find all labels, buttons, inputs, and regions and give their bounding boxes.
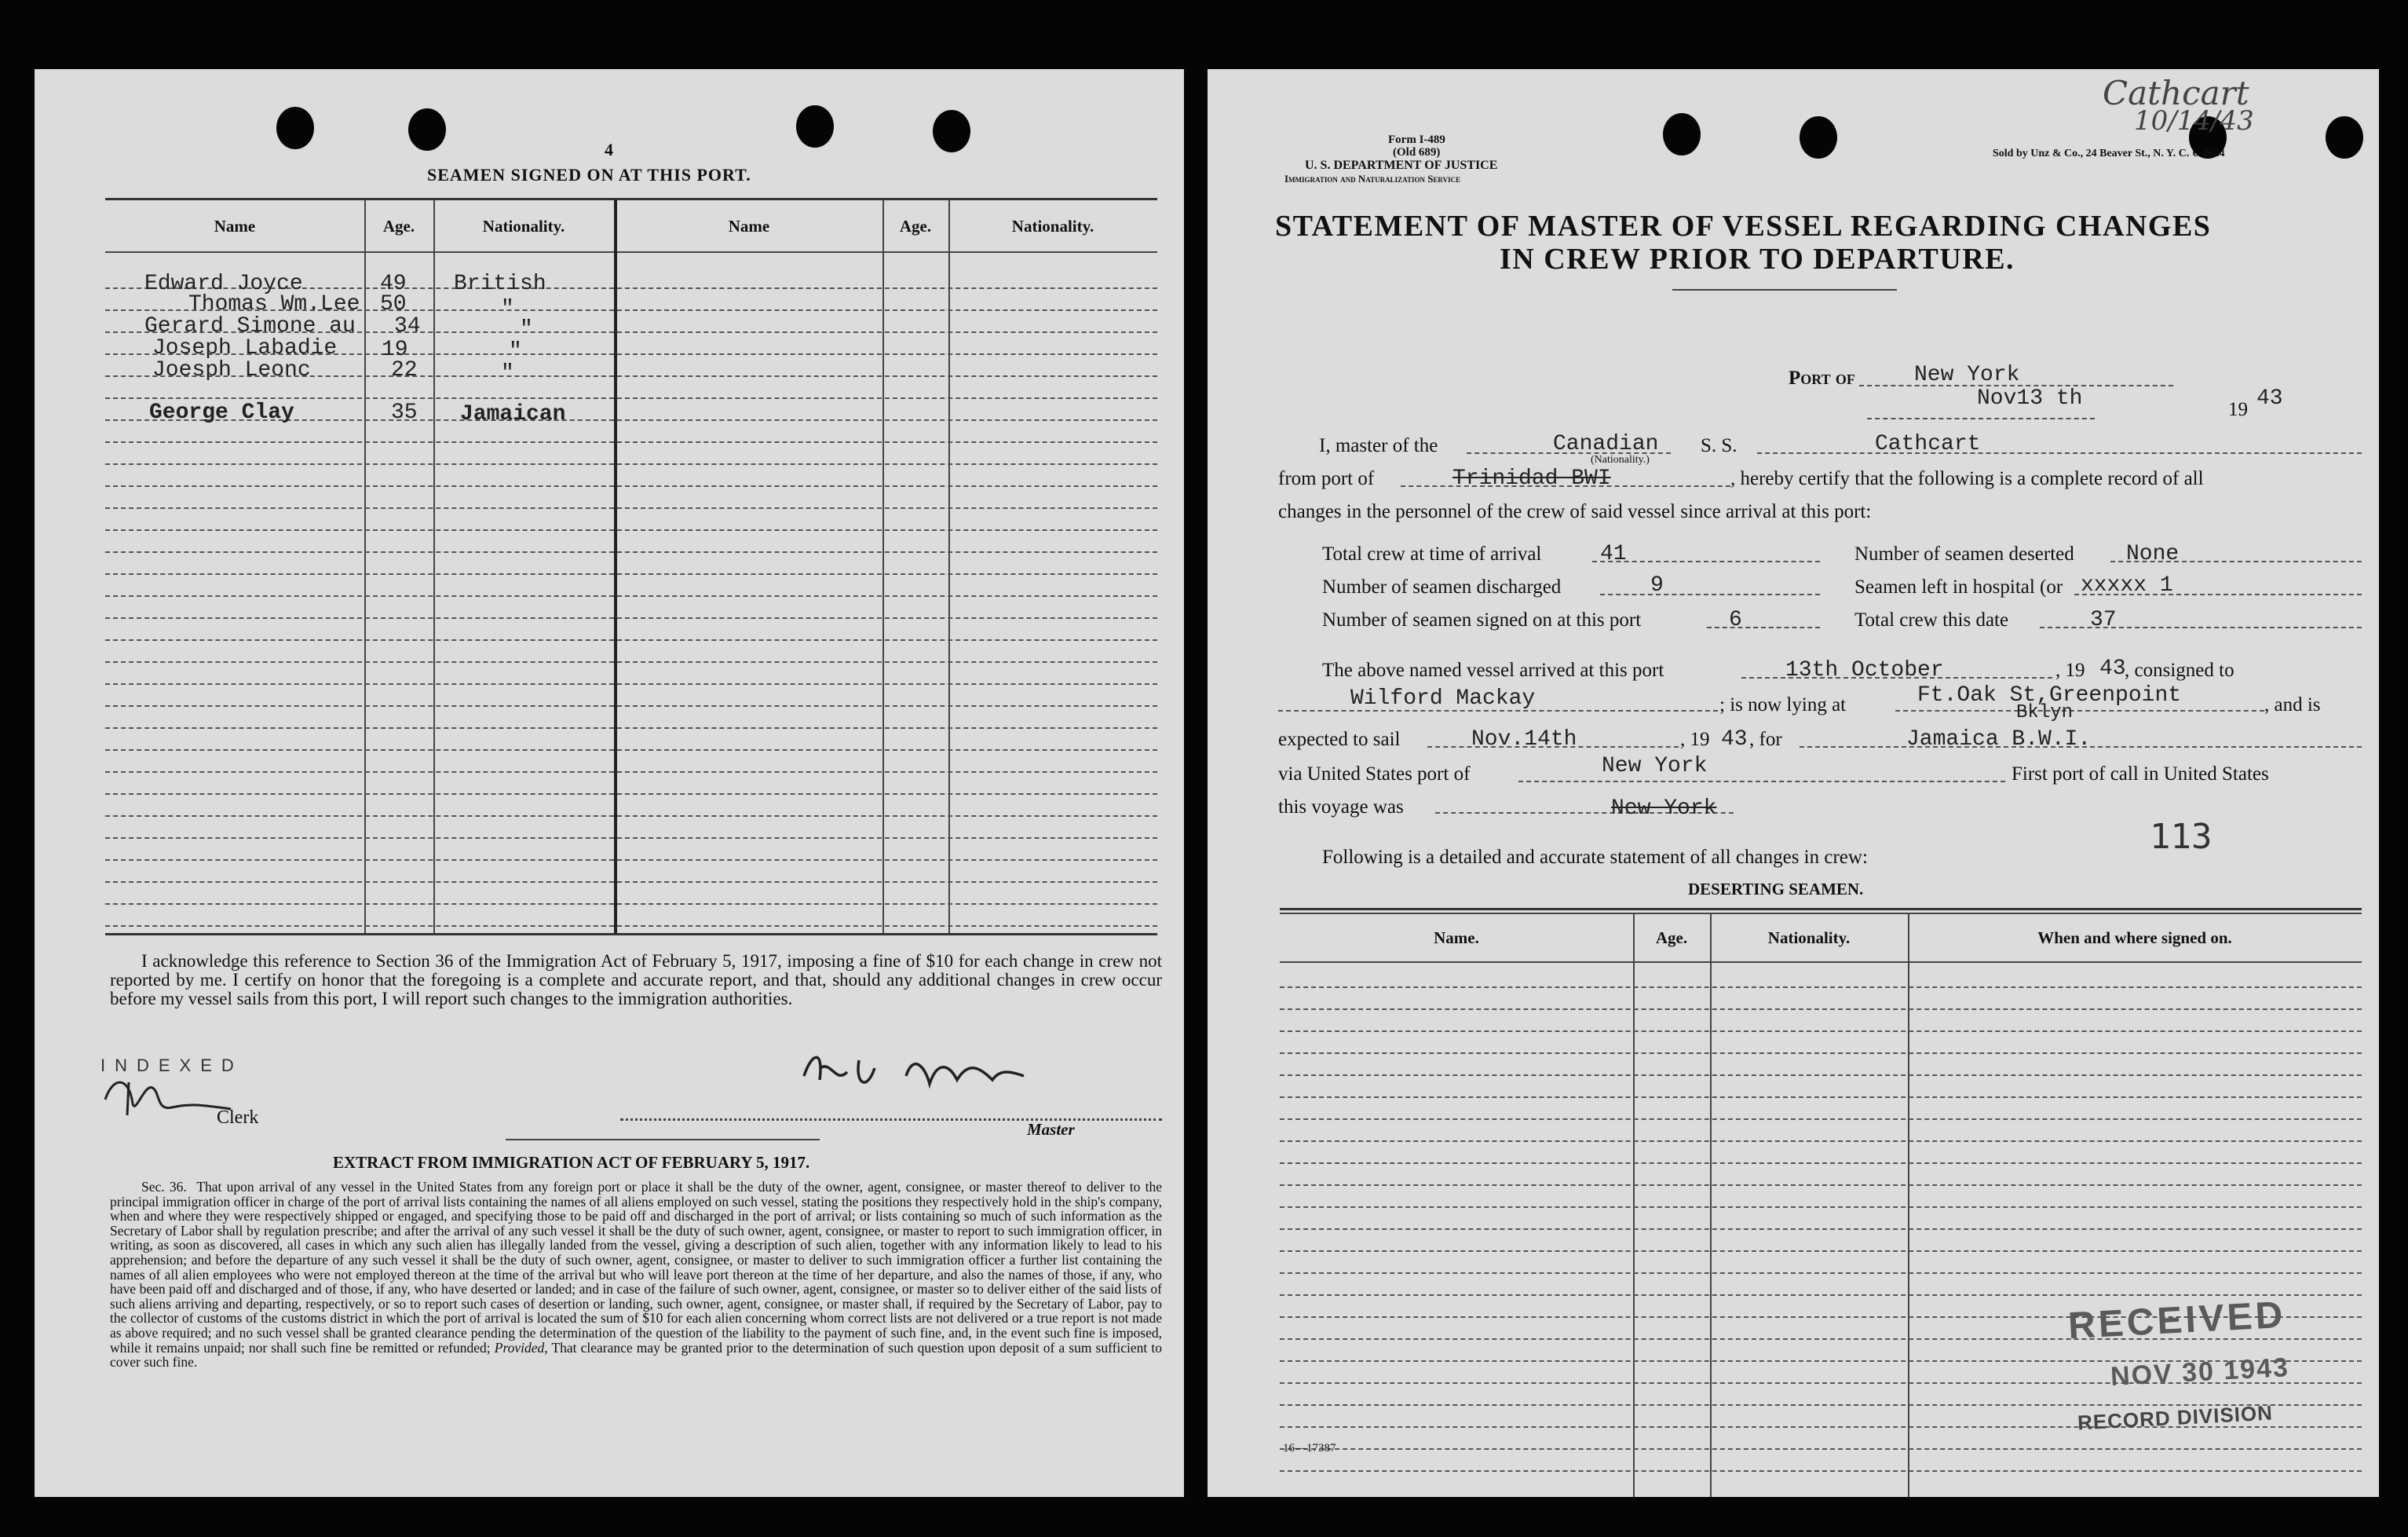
deserting-title: DESERTING SEAMEN. bbox=[1688, 880, 1864, 898]
header-nationality: Nationality. bbox=[482, 217, 565, 236]
seaman-nationality: " bbox=[501, 297, 514, 321]
seaman-name: Thomas Wm.Lee bbox=[188, 292, 360, 317]
ss-label: S. S. bbox=[1701, 435, 1737, 456]
signed-on-value: 6 bbox=[1729, 608, 1742, 632]
section-label: Sec. 36. bbox=[141, 1179, 187, 1195]
certify-text: , hereby certify that the following is a complete record of all bbox=[1730, 468, 2204, 489]
row-line bbox=[1280, 1184, 2362, 1186]
row-line bbox=[105, 595, 1157, 597]
deserting-header-name: Name. bbox=[1434, 928, 1479, 947]
via-line bbox=[1518, 781, 2005, 782]
sold-by: Sold by Unz & Co., 24 Beaver St., N. Y. C. U 4624 bbox=[1993, 148, 2225, 159]
handwritten-vessel-name: Cathcart bbox=[2103, 74, 2249, 112]
record-division-stamp: RECORD DIVISION bbox=[2077, 1400, 2274, 1435]
row-line bbox=[105, 463, 1157, 465]
arrived-year-prefix: , 19 bbox=[2055, 660, 2085, 681]
seaman-nationality: " bbox=[501, 361, 514, 386]
row-line bbox=[105, 441, 1157, 443]
table-bottom-rule bbox=[105, 933, 1157, 935]
vessel-name-line bbox=[1757, 452, 2362, 454]
right-page bbox=[1208, 69, 2379, 1497]
received-stamp: RECEIVED bbox=[2066, 1294, 2287, 1348]
seaman-nationality: " bbox=[509, 339, 522, 364]
row-line bbox=[105, 881, 1157, 883]
seaman-age: 49 bbox=[380, 272, 407, 296]
section-36-text bbox=[110, 1180, 1162, 1370]
form-id: Form I-489 bbox=[1388, 134, 1445, 146]
consignee-value: Wilford Mackay bbox=[1350, 686, 1536, 711]
punch-hole bbox=[933, 110, 970, 152]
section-title: SEAMEN SIGNED ON AT THIS PORT. bbox=[427, 165, 751, 185]
table-top-rule bbox=[105, 198, 1157, 200]
row-line bbox=[1280, 1052, 2362, 1054]
seaman-name: Gerard Simone au bbox=[144, 314, 356, 339]
total-crew-arrival-label: Total crew at time of arrival bbox=[1322, 543, 1542, 565]
deserting-header-age: Age. bbox=[1655, 928, 1688, 947]
left-page bbox=[35, 69, 1184, 1497]
section-body: That upon arrival of any vessel in the United States from any foreign port or place it shall be the duty of the owner, agent, consignee, or master thereof to deliver to the principal immigration officer in charge of the port of arrival lists containing the names of all aliens employed on such vessel, stating the positions they respectively hold in the ship's company, when and where they were respectively shipped or engaged, and specifying those to be paid off and discharged in the port of arrival; or lists containing so much of such information as the Secretary of Labor shall by regulation prescribe; and after the arrival of any such vessel it shall be the duty of such owner, agent, consignee, or master to report to such immigration officer, in writing, as soon as discovered, all cases in which any such alien has illegally landed from the vessel, giving a description of such alien, together with any information likely to lead to his apprehension; and before the departure of any such vessel it shall be the duty of such owner, agent, consignee, or master to deliver to such immigration officer a further list containing the names of all alien employees who were not employed thereon at the time of the arrival but who will leave port thereon at the time of her departure, and also the names of those, if any, who have been paid off and discharged and of those, if any, who have deserted or landed; and in case of the failure of such owner, agent, consignee, or master so to deliver either of the said lists of such aliens arriving and departing, respectively, or so to report such cases of desertion or landing, such owner, agent, consignee, or master shall, if required by the Secretary of Labor, pay to the collector of customs of the customs district in which the port of arrival is located the sum of $10 for each alien concerning whom correct lists are not delivered or a true report is not made as above required; and no such vessel shall be granted clearance pending the determination of the question of the liability to the payment of such fine, and, in the event such fine is imposed, while it remains unpaid; nor shall such fine be remitted or refunded; bbox=[110, 1179, 1162, 1356]
expected-label: , and is bbox=[2264, 694, 2321, 715]
header-nationality-right: Nationality. bbox=[1011, 217, 1094, 236]
hospital-value: xxxxx 1 bbox=[2081, 573, 2173, 598]
arrived-value: 13th October bbox=[1785, 658, 1944, 683]
row-line bbox=[105, 837, 1157, 839]
sail-value: Nov.14th bbox=[1471, 727, 1577, 752]
seaman-age: 19 bbox=[382, 338, 408, 362]
seaman-name: George Clay bbox=[149, 401, 294, 425]
punch-hole bbox=[1800, 116, 1837, 159]
row-line bbox=[105, 727, 1157, 729]
row-line bbox=[1280, 986, 2362, 988]
page-number: 4 bbox=[605, 140, 613, 159]
row-line bbox=[1280, 1470, 2362, 1472]
voyage-value: New York bbox=[1611, 796, 1717, 821]
lying-value: Ft.Oak St,Greenpoint bbox=[1917, 683, 2182, 708]
row-line bbox=[1280, 1294, 2362, 1296]
arrived-label: The above named vessel arrived at this port bbox=[1322, 660, 1664, 681]
acknowledgement-text: I acknowledge this reference to Section 36 of the Immigration Act of February 5, 1917, imposing a fine of $10 for each change in crew not reported by me. I certify on honor that the foregoing is a complete and accurate report, and that, should any additional changes in crew occur before my vessel sails from this port, I will report such changes to the immigration authorities. bbox=[110, 951, 1162, 1008]
row-line bbox=[105, 573, 1157, 575]
lying-label: ; is now lying at bbox=[1719, 694, 1847, 715]
total-crew-date-value: 37 bbox=[2090, 608, 2117, 632]
deserting-table-top bbox=[1280, 908, 2362, 910]
lying-value-2: Bklyn bbox=[2016, 702, 2074, 723]
seaman-age: 35 bbox=[391, 401, 418, 425]
seaman-nationality: British bbox=[454, 272, 546, 296]
signed-on-label: Number of seamen signed on at this port bbox=[1322, 609, 1642, 631]
master-label: Master bbox=[1027, 1120, 1075, 1139]
total-crew-arrival: 41 bbox=[1600, 542, 1627, 566]
changes-text: changes in the personnel of the crew of said vessel since arrival at this port: bbox=[1278, 501, 1872, 522]
row-line bbox=[105, 815, 1157, 817]
row-line bbox=[105, 749, 1157, 751]
year-prefix: 19 bbox=[2228, 399, 2248, 420]
row-line bbox=[105, 529, 1157, 531]
table-header-rule bbox=[105, 251, 1157, 253]
form-title-line1: STATEMENT OF MASTER OF VESSEL REGARDING CHANGES bbox=[1275, 210, 2212, 243]
indexed-stamp: INDEXED bbox=[100, 1056, 243, 1075]
total-crew-date-line bbox=[2040, 627, 2362, 628]
extract-rule bbox=[506, 1139, 820, 1140]
column-divider bbox=[1908, 913, 1909, 1497]
punch-hole bbox=[408, 108, 446, 151]
year-value: 43 bbox=[2256, 386, 2283, 411]
header-name: Name bbox=[214, 217, 256, 236]
nationality-caption: (Nationality.) bbox=[1591, 454, 1650, 466]
row-line bbox=[105, 859, 1157, 861]
row-line bbox=[1280, 1206, 2362, 1208]
punch-hole bbox=[1663, 113, 1701, 156]
following-text: Following is a detailed and accurate statement of all changes in crew: bbox=[1322, 847, 1868, 868]
via-value: New York bbox=[1602, 754, 1708, 778]
seaman-name: Joseph Labadie bbox=[152, 336, 338, 360]
number-stamp: 113 bbox=[2150, 817, 2213, 857]
punch-hole bbox=[2326, 116, 2363, 159]
form-title-line2: IN CREW PRIOR TO DEPARTURE. bbox=[1500, 243, 2015, 276]
deserting-header-nationality: Nationality. bbox=[1767, 928, 1851, 947]
seaman-nationality: " bbox=[520, 317, 533, 342]
port-label: Port of bbox=[1789, 368, 1855, 389]
section-proviso: Provided, bbox=[494, 1339, 548, 1356]
discharged-label: Number of seamen discharged bbox=[1322, 576, 1562, 598]
seaman-nationality: Jamaican bbox=[460, 402, 566, 426]
discharged-line bbox=[1600, 594, 1820, 595]
deserted-value: None bbox=[2126, 542, 2180, 566]
header-age-right: Age. bbox=[899, 217, 932, 236]
row-line bbox=[1280, 1030, 2362, 1032]
row-line bbox=[1280, 1250, 2362, 1252]
discharged-value: 9 bbox=[1650, 573, 1664, 598]
sail-year-prefix: , 19 bbox=[1680, 729, 1710, 750]
seaman-name: Edward Joyce bbox=[144, 272, 303, 296]
row-line bbox=[1280, 1096, 2362, 1098]
seaman-age: 22 bbox=[391, 358, 418, 382]
expected-sail-label: expected to sail bbox=[1278, 729, 1401, 750]
header-age: Age. bbox=[382, 217, 415, 236]
sail-year: 43 bbox=[1721, 727, 1748, 752]
arrived-year: 43 bbox=[2099, 657, 2126, 681]
header-name-right: Name bbox=[728, 217, 770, 236]
row-line bbox=[105, 485, 1157, 487]
seaman-age: 34 bbox=[394, 314, 421, 339]
title-underline bbox=[1672, 289, 1897, 291]
for-value: Jamaica B.W.I. bbox=[1906, 727, 2092, 752]
lying-line bbox=[1895, 710, 2264, 712]
vessel-nationality: Canadian bbox=[1553, 432, 1659, 456]
column-divider bbox=[1633, 913, 1635, 1497]
row-line bbox=[105, 793, 1157, 795]
row-line bbox=[105, 925, 1157, 927]
master-signature bbox=[788, 1037, 1047, 1107]
row-line bbox=[105, 639, 1157, 641]
row-line bbox=[1280, 1140, 2362, 1142]
section-end: That clearance may be granted prior to the determination of such question upon deposit of a sum sufficient to cover such fine. bbox=[110, 1339, 1163, 1370]
date-line bbox=[1867, 418, 2095, 419]
master-of-the-label: I, master of the bbox=[1319, 435, 1438, 456]
row-line bbox=[105, 507, 1157, 509]
row-line bbox=[105, 617, 1157, 619]
total-crew-date-label: Total crew this date bbox=[1854, 609, 2009, 631]
for-label: , for bbox=[1749, 729, 1782, 750]
department: U. S. DEPARTMENT OF JUSTICE bbox=[1305, 159, 1498, 172]
column-divider bbox=[1710, 913, 1712, 1497]
consigned-label: , consigned to bbox=[2125, 660, 2234, 681]
row-line bbox=[1280, 1074, 2362, 1076]
row-line bbox=[1280, 1118, 2362, 1120]
received-date: NOV 30 1943 bbox=[2110, 1352, 2290, 1392]
handwritten-date: 10/14/43 bbox=[2134, 105, 2254, 137]
deserting-header-when-where: When and where signed on. bbox=[2037, 928, 2232, 947]
row-line bbox=[105, 683, 1157, 685]
row-line bbox=[105, 397, 1157, 399]
row-line bbox=[1280, 1272, 2362, 1274]
deserted-label: Number of seamen deserted bbox=[1854, 543, 2074, 565]
clerk-label: Clerk bbox=[217, 1107, 259, 1128]
signed-on-line bbox=[1707, 627, 1820, 628]
extract-title: EXTRACT FROM IMMIGRATION ACT OF FEBRUARY 5, 1917. bbox=[333, 1153, 810, 1172]
deserting-table-top-2 bbox=[1280, 913, 2362, 914]
form-old: (Old 689) bbox=[1393, 146, 1441, 159]
row-line bbox=[1280, 1162, 2362, 1164]
seaman-age: 50 bbox=[380, 292, 407, 317]
row-line bbox=[105, 771, 1157, 773]
via-label: via United States port of bbox=[1278, 763, 1471, 785]
row-line bbox=[1280, 1008, 2362, 1010]
row-line bbox=[105, 903, 1157, 905]
row-line bbox=[105, 661, 1157, 663]
row-line bbox=[105, 705, 1157, 707]
row-line bbox=[1280, 1228, 2362, 1230]
vessel-name: Cathcart bbox=[1875, 432, 1981, 456]
service: Immigration and Naturalization Service bbox=[1284, 173, 1461, 185]
port-value: New York bbox=[1914, 363, 2020, 387]
first-port-label: First port of call in United States bbox=[2012, 763, 2269, 785]
punch-hole bbox=[276, 107, 314, 149]
seaman-name: Joesph Leonc bbox=[152, 358, 311, 382]
from-port-label: from port of bbox=[1278, 468, 1375, 489]
date-value: Nov13 th bbox=[1977, 386, 2083, 411]
deserting-header-rule bbox=[1280, 961, 2362, 963]
punch-hole bbox=[796, 105, 834, 148]
row-line bbox=[1280, 1448, 2362, 1450]
voyage-label: this voyage was bbox=[1278, 796, 1404, 818]
from-port-value: Trinidad BWI bbox=[1452, 467, 1611, 491]
form-number: 16—17387 bbox=[1283, 1442, 1336, 1455]
row-line bbox=[105, 551, 1157, 553]
signature-line bbox=[620, 1118, 1162, 1121]
hospital-label: Seamen left in hospital (or bbox=[1854, 576, 2063, 598]
